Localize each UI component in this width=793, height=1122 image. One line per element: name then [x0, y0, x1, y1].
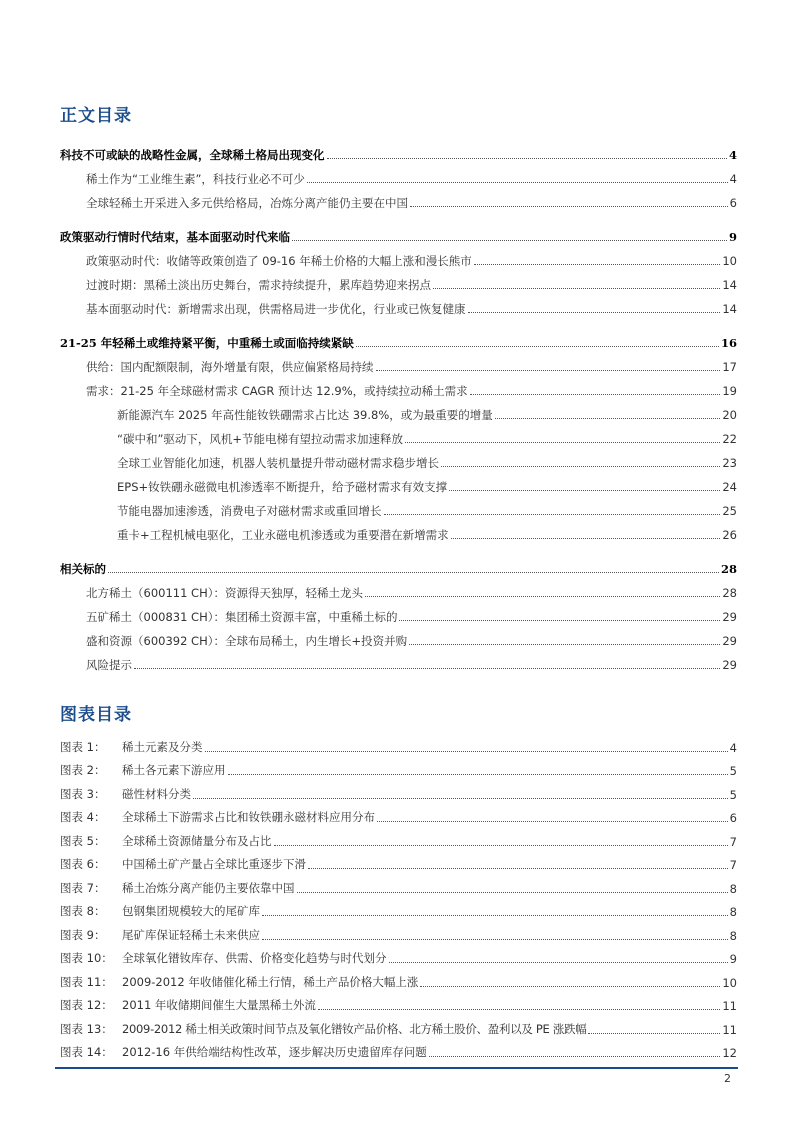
figure-text: 稀土冶炼分离产能仍主要依靠中国	[122, 880, 295, 895]
toc-entry-text: 需求：21-25 年全球磁材需求 CAGR 预计达 12.9%，或持续拉动稀土需求	[86, 384, 468, 398]
toc-entry[interactable]	[60, 470, 737, 494]
toc-entry-text: 风险提示	[86, 658, 132, 672]
figure-number: 图表 1：	[60, 739, 106, 754]
toc-entry-page: 29	[722, 634, 737, 648]
figure-number: 图表 8：	[60, 904, 106, 918]
toc-entry-page: 9	[728, 230, 737, 244]
figure-text: 尾矿库保证轻稀土未来供应	[122, 927, 260, 942]
toc-entry-text: 稀土作为“工业维生素”，科技行业必不可少	[86, 172, 305, 186]
toc-entry[interactable]	[60, 220, 737, 244]
figure-text: 2009-2012 年收储催化稀土行情，稀土产品价格大幅上涨	[122, 974, 419, 989]
toc-entry-page: 19	[722, 384, 737, 398]
toc-entry-text: 21-25 年轻稀土或维持紧平衡，中重稀土或面临持续紧缺	[60, 336, 354, 350]
toc-entry-page: 14	[722, 278, 737, 292]
toc-entry[interactable]	[60, 292, 737, 316]
toc-entry-page: 28	[722, 586, 737, 600]
toc-entry-page: 25	[722, 504, 737, 518]
figure-text: 全球稀土下游需求占比和钕铁硼永磁材料应用分布	[122, 810, 375, 824]
figure-entry[interactable]	[60, 943, 737, 967]
figures-list	[60, 731, 737, 1060]
toc-entry[interactable]	[60, 648, 737, 672]
figure-entry[interactable]	[60, 802, 737, 826]
toc-entry[interactable]	[60, 350, 737, 374]
toc-entry-text: 供给：国内配额限制，海外增量有限，供应偏紧格局持续	[86, 360, 374, 374]
toc-entry-text: “碳中和”驱动下，风机+节能电梯有望拉动需求加速释放	[117, 432, 404, 446]
toc-entry[interactable]	[60, 446, 737, 470]
toc-entry[interactable]	[60, 552, 737, 576]
figure-entry[interactable]	[60, 778, 737, 802]
figure-page: 12	[722, 1046, 737, 1060]
toc-entry-text: 科技不可或缺的战略性金属，全球稀土格局出现变化	[60, 148, 325, 162]
toc-entry-text: 全球轻稀土开采进入多元供给格局，冶炼分离产能仍主要在中国	[86, 196, 408, 210]
toc-entry-text: 盛和资源（600392 CH）：全球布局稀土，内生增长+投资并购	[86, 634, 408, 648]
toc-entry[interactable]	[60, 518, 737, 542]
toc-entry-page: 4	[729, 172, 737, 186]
toc-entry-text: 北方稀土（600111 CH）：资源得天独厚，轻稀土龙头	[86, 586, 363, 600]
figure-page: 10	[722, 975, 737, 990]
toc-title: 正文目录	[60, 106, 132, 126]
figure-entry[interactable]	[60, 825, 737, 849]
figure-text: 全球氧化镨钕库存、供需、价格变化趋势与时代划分	[122, 951, 387, 965]
toc-entry[interactable]	[60, 422, 737, 446]
figure-number: 图表 4：	[60, 810, 106, 824]
figures-title: 图表目录	[60, 705, 132, 725]
figure-entry[interactable]	[60, 1013, 737, 1037]
figure-text: 2012-16 年供给端结构性改革，逐步解决历史遗留库存问题	[122, 1045, 427, 1059]
toc-entry-text: 政策驱动时代：收储等政策创造了 09-16 年稀土价格的大幅上涨和漫长熊市	[86, 254, 472, 268]
figure-text: 中国稀土矿产量占全球比重逐步下滑	[122, 857, 306, 871]
toc-entry-text: 重卡+工程机械电驱化，工业永磁电机渗透或为重要潜在新增需求	[117, 528, 449, 542]
figure-text: 包钢集团规模较大的尾矿库	[122, 904, 260, 918]
toc-entry-page: 4	[728, 148, 737, 162]
toc-entry[interactable]	[60, 494, 737, 518]
toc-entry-text: 相关标的	[60, 562, 106, 576]
footer-divider	[55, 1067, 738, 1069]
figure-text: 全球稀土资源储量分布及占比	[122, 833, 272, 848]
toc-entry[interactable]	[60, 186, 737, 210]
toc-entry-page: 20	[722, 408, 737, 422]
toc-entry-page: 29	[722, 610, 737, 624]
figure-entry[interactable]	[60, 755, 737, 779]
figure-page: 5	[729, 787, 737, 802]
figure-number: 图表 6：	[60, 857, 106, 871]
toc-entry-text: 过渡时期：黑稀土淡出历史舞台，需求持续提升，累库趋势迎来拐点	[86, 278, 431, 292]
figure-entry[interactable]	[60, 966, 737, 990]
figure-page: 8	[729, 905, 737, 919]
toc-entry[interactable]	[60, 268, 737, 292]
toc-entry-text: EPS+钕铁硼永磁微电机渗透率不断提升，给予磁材需求有效支撑	[117, 480, 448, 494]
figure-entry[interactable]	[60, 872, 737, 896]
figure-number: 图表 3：	[60, 786, 106, 801]
figure-number: 图表 13：	[60, 1021, 113, 1036]
figure-entry[interactable]	[60, 849, 737, 873]
toc-entry[interactable]	[60, 600, 737, 624]
figure-entry[interactable]	[60, 896, 737, 920]
figure-number: 图表 14：	[60, 1045, 113, 1059]
figure-page: 11	[722, 1022, 737, 1037]
toc-entry-text: 新能源汽车 2025 年高性能钕铁硼需求占比达 39.8%，或为最重要的增量	[117, 408, 493, 422]
figure-page: 7	[729, 858, 737, 872]
figure-number: 图表 9：	[60, 927, 106, 942]
toc-entry-text: 节能电器加速渗透，消费电子对磁材需求或重回增长	[117, 504, 382, 518]
figure-text: 2011 年收储期间催生大量黑稀土外流	[122, 998, 316, 1012]
toc-entry[interactable]	[60, 398, 737, 422]
figure-page: 8	[729, 928, 737, 943]
figure-text: 稀土元素及分类	[122, 739, 203, 754]
figure-number: 图表 10：	[60, 951, 113, 965]
page-number: 2	[724, 1072, 731, 1085]
figure-page: 8	[729, 881, 737, 896]
figure-text: 2009-2012 稀土相关政策时间节点及氧化镨钕产品价格、北方稀土股价、盈利以及 PE 涨跌幅	[122, 1021, 587, 1036]
figure-number: 图表 7：	[60, 880, 106, 895]
toc-entry-page: 23	[722, 456, 737, 470]
figure-number: 图表 11：	[60, 974, 113, 989]
toc-entry[interactable]	[60, 374, 737, 398]
figure-number: 图表 2：	[60, 763, 106, 777]
toc-entry[interactable]	[60, 162, 737, 186]
figure-entry[interactable]	[60, 919, 737, 943]
figure-entry[interactable]	[60, 731, 737, 755]
toc-entry-page: 29	[722, 658, 737, 672]
figure-page: 9	[729, 952, 737, 966]
toc-entry[interactable]	[60, 138, 737, 162]
toc-entry-page: 28	[720, 562, 737, 576]
toc-entry[interactable]	[60, 244, 737, 268]
toc-entry-page: 26	[722, 528, 737, 542]
figure-page: 4	[729, 740, 737, 755]
figure-page: 6	[729, 811, 737, 825]
toc-list	[60, 138, 737, 672]
toc-entry-text: 政策驱动行情时代结束，基本面驱动时代来临	[60, 230, 290, 244]
toc-entry-page: 14	[722, 302, 737, 316]
toc-entry[interactable]	[60, 326, 737, 350]
toc-entry-text: 五矿稀土（000831 CH）：集团稀土资源丰富，中重稀土标的	[86, 610, 398, 624]
toc-entry-page: 16	[720, 336, 737, 350]
toc-entry-page: 10	[722, 254, 737, 268]
figure-page: 5	[729, 764, 737, 778]
toc-entry-page: 22	[722, 432, 737, 446]
toc-entry[interactable]	[60, 624, 737, 648]
figure-text: 稀土各元素下游应用	[122, 763, 226, 777]
toc-entry-text: 全球工业智能化加速，机器人装机量提升带动磁材需求稳步增长	[117, 456, 439, 470]
toc-entry-page: 6	[729, 196, 737, 210]
figure-text: 磁性材料分类	[122, 786, 191, 801]
toc-entry-page: 24	[722, 480, 737, 494]
figure-page: 11	[722, 999, 737, 1013]
figure-entry[interactable]	[60, 990, 737, 1014]
figure-page: 7	[729, 834, 737, 849]
toc-entry[interactable]	[60, 576, 737, 600]
figure-number: 图表 5：	[60, 833, 106, 848]
toc-entry-text: 基本面驱动时代：新增需求出现，供需格局进一步优化，行业或已恢复健康	[86, 302, 466, 316]
figure-number: 图表 12：	[60, 998, 113, 1012]
figure-entry[interactable]	[60, 1037, 737, 1061]
toc-entry-page: 17	[722, 360, 737, 374]
